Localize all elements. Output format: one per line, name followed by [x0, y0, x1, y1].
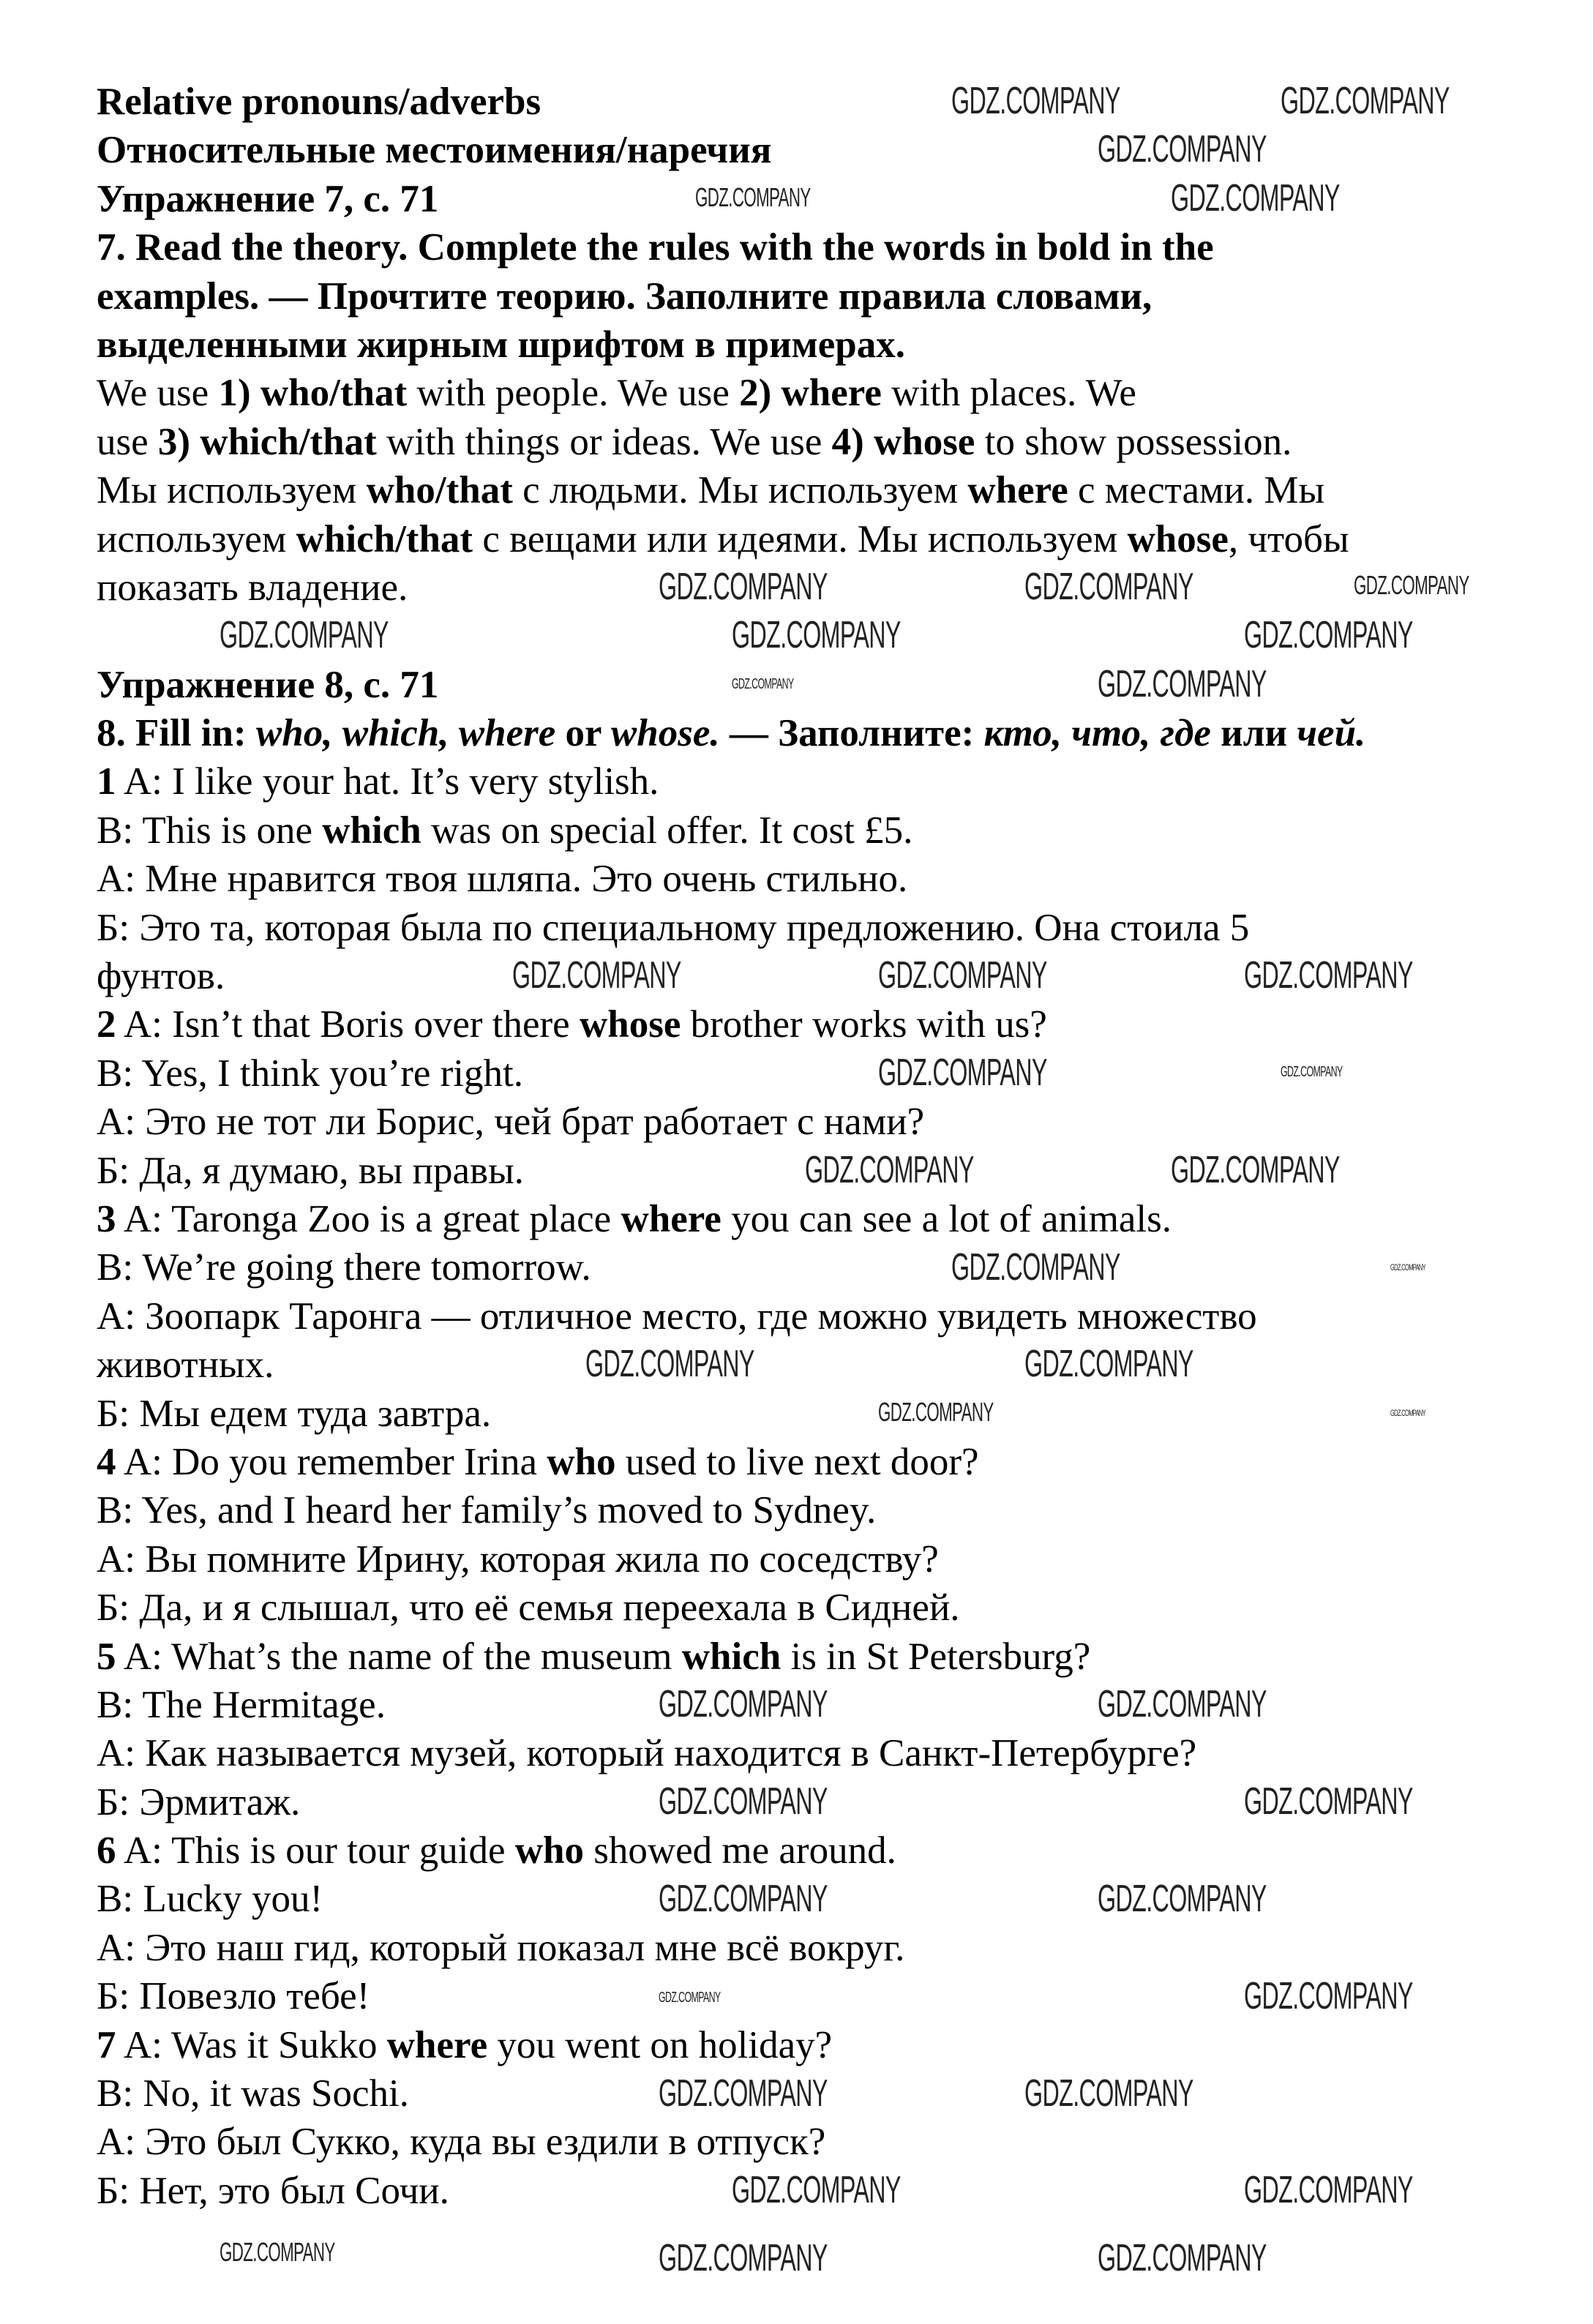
text: with things or ideas. We use	[376, 420, 832, 463]
watermark: GDZ.COMPANY	[951, 1246, 1120, 1289]
bold-text: which	[681, 1635, 781, 1678]
watermark: GDZ.COMPANY	[1098, 2237, 1267, 2279]
watermark: GDZ.COMPANY	[878, 1397, 994, 1427]
text: B: This is one	[97, 809, 323, 852]
text: Б: Да, и я слышал, что её семья переехала в Сидней.	[97, 1586, 960, 1630]
text: Б: Эрмитаж.	[97, 1780, 301, 1823]
watermark: GDZ.COMPANY	[1024, 566, 1193, 608]
text-line	[97, 1341, 1516, 1389]
text: Б: Нет, это был Сочи.	[97, 2169, 449, 2212]
watermark: GDZ.COMPANY	[220, 2237, 335, 2267]
text: А: Это не тот ли Борис, чей брат работает с нами?	[97, 1101, 925, 1144]
text: you can see a lot of animals.	[721, 1197, 1172, 1240]
text-line	[97, 1535, 1516, 1583]
text-line	[97, 904, 1516, 952]
text-line	[97, 1826, 1516, 1875]
text: B: Yes, and I heard her family’s moved to Sydney.	[97, 1489, 877, 1532]
text-line	[97, 515, 1516, 563]
watermark: GDZ.COMPANY	[805, 1149, 974, 1191]
text: A: Was it Sukko	[116, 2023, 387, 2066]
text-line	[97, 1438, 1516, 1486]
text: with places. We	[881, 372, 1136, 415]
watermark: GDZ.COMPANY	[659, 1878, 828, 1920]
text: to show possession.	[975, 420, 1292, 463]
bold-text: 2) where	[739, 372, 882, 415]
text-line	[97, 612, 1516, 660]
text: B: Yes, I think you’re right.	[97, 1052, 523, 1095]
text: Б: Это та, которая была по специальному предложению. Она стоила 5	[97, 906, 1250, 949]
text-line	[97, 806, 1516, 855]
text: B: We’re going there tomorrow.	[97, 1246, 591, 1289]
watermark: GDZ.COMPANY	[1024, 1343, 1193, 1385]
text: , чтобы	[1228, 517, 1349, 561]
watermark: GDZ.COMPANY	[1098, 1878, 1267, 1920]
text-line	[97, 2167, 1516, 2215]
watermark: GDZ.COMPANY	[1244, 954, 1413, 997]
text-line	[97, 1972, 1516, 2020]
text: B: No, it was Sochi.	[97, 2072, 409, 2115]
bold-text: или	[1210, 712, 1297, 755]
watermark: GDZ.COMPANY	[695, 182, 811, 212]
text: B: The Hermitage.	[97, 1683, 386, 1726]
text-line	[97, 1195, 1516, 1243]
bold-text: 5	[97, 1635, 116, 1678]
text-line	[97, 709, 1516, 757]
watermark: GDZ.COMPANY	[1171, 177, 1340, 220]
text-line	[97, 2069, 1516, 2118]
text: was on special offer. It cost £5.	[421, 809, 913, 852]
bold-text: which	[322, 809, 421, 852]
text: А: Мне нравится твоя шляпа. Это очень стильно.	[97, 858, 908, 901]
text: А: Вы помните Ирину, которая жила по соседству?	[97, 1537, 939, 1581]
text: с людьми. Мы используем	[512, 469, 968, 512]
watermark: GDZ.COMPANY	[1390, 1262, 1426, 1272]
text: used to live next door?	[615, 1440, 979, 1483]
text-line	[97, 757, 1516, 806]
bold-text: 3	[97, 1197, 116, 1240]
text: B: Lucky you!	[97, 1878, 323, 1921]
text: A: This is our tour guide	[116, 1829, 515, 1873]
bold-text: кто, что, где	[983, 712, 1211, 755]
watermark: GDZ.COMPANY	[220, 614, 389, 656]
text: with people. We use	[407, 372, 740, 415]
text-line	[97, 1390, 1516, 1438]
text: is in St Petersburg?	[781, 1635, 1091, 1678]
text-line	[97, 1147, 1516, 1195]
watermark: GDZ.COMPANY	[1244, 2169, 1413, 2211]
text: А: Это наш гид, который показал мне всё вокруг.	[97, 1926, 905, 1969]
text-line	[97, 2021, 1516, 2069]
bold-text: which/that	[296, 517, 473, 561]
watermark: GDZ.COMPANY	[1098, 1683, 1267, 1725]
watermark: GDZ.COMPANY	[1354, 570, 1469, 600]
bold-text: Упражнение 7, с. 71	[97, 177, 439, 220]
watermark: GDZ.COMPANY	[732, 614, 901, 656]
text-line	[97, 1633, 1516, 1681]
text: brother works with us?	[681, 1003, 1047, 1046]
bold-text: 4	[97, 1440, 116, 1483]
text: Б: Мы едем туда завтра.	[97, 1392, 492, 1435]
bold-text: who	[547, 1440, 616, 1483]
text: с местами. Мы	[1068, 469, 1325, 512]
text-line	[97, 1292, 1516, 1341]
text-line	[97, 1924, 1516, 1972]
bold-text: 4) whose	[831, 420, 975, 463]
bold-text: 2	[97, 1003, 116, 1046]
text-line	[97, 78, 1516, 126]
text-line	[97, 1778, 1516, 1826]
bold-text: 7. Read the theory. Complete the rules with the words in bold in the	[97, 226, 1214, 269]
text: showed me around.	[583, 1829, 896, 1873]
text: с вещами или идеями. Мы используем	[473, 517, 1128, 561]
bold-text: 8. Fill in:	[97, 712, 256, 755]
watermark: GDZ.COMPANY	[732, 2169, 901, 2211]
bold-text: 7	[97, 2023, 116, 2066]
text-line	[97, 1875, 1516, 1923]
text: А: Это был Сукко, куда вы ездили в отпуск?	[97, 2121, 826, 2164]
text-line	[97, 661, 1516, 709]
watermark: GDZ.COMPANY	[659, 1780, 828, 1823]
watermark: GDZ.COMPANY	[1390, 1408, 1426, 1418]
text-line	[97, 1486, 1516, 1534]
text-line	[97, 223, 1516, 271]
watermark: GDZ.COMPANY	[512, 954, 681, 997]
text-line	[97, 1583, 1516, 1632]
text: A: What’s the name of the museum	[116, 1635, 682, 1678]
text-line	[97, 418, 1516, 466]
bold-text: Relative pronouns/adverbs	[97, 80, 541, 123]
text: А: Как называется музей, который находится в Санкт-Петербурге?	[97, 1732, 1197, 1775]
text-line	[97, 855, 1516, 903]
watermark: GDZ.COMPANY	[1024, 2072, 1193, 2115]
text: you went on holiday?	[487, 2023, 833, 2066]
bold-text: whose	[579, 1003, 681, 1046]
text: животных.	[97, 1343, 274, 1387]
text-line	[97, 126, 1516, 174]
text: Б: Да, я думаю, вы правы.	[97, 1149, 524, 1192]
text-line	[97, 175, 1516, 223]
bold-text: who/that	[366, 469, 513, 512]
bold-text: who	[514, 1829, 584, 1873]
bold-text: 1) who/that	[218, 372, 408, 415]
text-line	[97, 952, 1516, 1000]
text-line	[97, 466, 1516, 514]
text: используем	[97, 517, 296, 561]
bold-text: who, which, where	[255, 712, 556, 755]
bold-text: 1	[97, 760, 116, 803]
text: A: Taronga Zoo is a great place	[116, 1197, 621, 1240]
text-line	[97, 1098, 1516, 1146]
watermark: GDZ.COMPANY	[1098, 128, 1267, 170]
text: A: Isn’t that Boris over there	[116, 1003, 580, 1046]
text-line	[97, 1243, 1516, 1292]
bold-text: examples. — Прочтите теорию. Заполните правила словами,	[97, 274, 1152, 318]
watermark: GDZ.COMPANY	[1244, 1975, 1413, 2017]
bold-text: 3) which/that	[157, 420, 377, 463]
watermark: GDZ.COMPANY	[1171, 1149, 1340, 1191]
text-line	[97, 1681, 1516, 1729]
bold-text: 6	[97, 1829, 116, 1873]
bold-text: чей.	[1297, 712, 1366, 755]
text: Б: Повезло тебе!	[97, 1975, 370, 2018]
watermark: GDZ.COMPANY	[732, 676, 794, 692]
text-line	[97, 272, 1516, 321]
text-line	[97, 321, 1516, 369]
text-line	[97, 369, 1516, 417]
text: We use	[97, 372, 219, 415]
bold-text: — Заполните:	[719, 712, 984, 755]
watermark: GDZ.COMPANY	[659, 1990, 721, 2006]
text: Мы используем	[97, 469, 367, 512]
text-line	[97, 1729, 1516, 1777]
bold-text: where	[967, 469, 1068, 512]
text-line	[97, 563, 1516, 612]
watermark: GDZ.COMPANY	[878, 1052, 1047, 1094]
document-body	[97, 78, 1516, 2215]
bold-text: where	[621, 1197, 721, 1240]
watermark: GDZ.COMPANY	[585, 1343, 754, 1385]
text: A: I like your hat. It’s very stylish.	[116, 760, 659, 803]
watermark: GDZ.COMPANY	[878, 954, 1047, 997]
watermark: GDZ.COMPANY	[1244, 614, 1413, 656]
watermark: GDZ.COMPANY	[1244, 1780, 1413, 1823]
bold-text: whose.	[610, 712, 720, 755]
bold-text: or	[555, 712, 611, 755]
text: A: Do you remember Irina	[116, 1440, 547, 1483]
bold-text: Упражнение 8, с. 71	[97, 663, 439, 706]
watermark: GDZ.COMPANY	[659, 2237, 828, 2279]
text-line	[97, 1049, 1516, 1098]
bold-text: where	[386, 2023, 488, 2066]
bold-text: выделенными жирным шрифтом в примерах.	[97, 323, 906, 366]
text: фунтов.	[97, 955, 225, 998]
text: use	[97, 420, 158, 463]
watermark: GDZ.COMPANY	[659, 1683, 828, 1725]
watermark: GDZ.COMPANY	[951, 80, 1120, 122]
watermark: GDZ.COMPANY	[1098, 663, 1267, 705]
watermark: GDZ.COMPANY	[659, 566, 828, 608]
text-line	[97, 1000, 1516, 1049]
bold-text: Относительные местоимения/наречия	[97, 129, 772, 172]
text: показать владение.	[97, 566, 408, 609]
watermark: GDZ.COMPANY	[1281, 1064, 1343, 1080]
bold-text: whose	[1127, 517, 1229, 561]
watermark: GDZ.COMPANY	[659, 2072, 828, 2115]
watermark: GDZ.COMPANY	[1281, 80, 1450, 122]
text: А: Зоопарк Таронга — отличное место, где можно увидеть множество	[97, 1294, 1257, 1338]
text-line	[97, 2118, 1516, 2166]
